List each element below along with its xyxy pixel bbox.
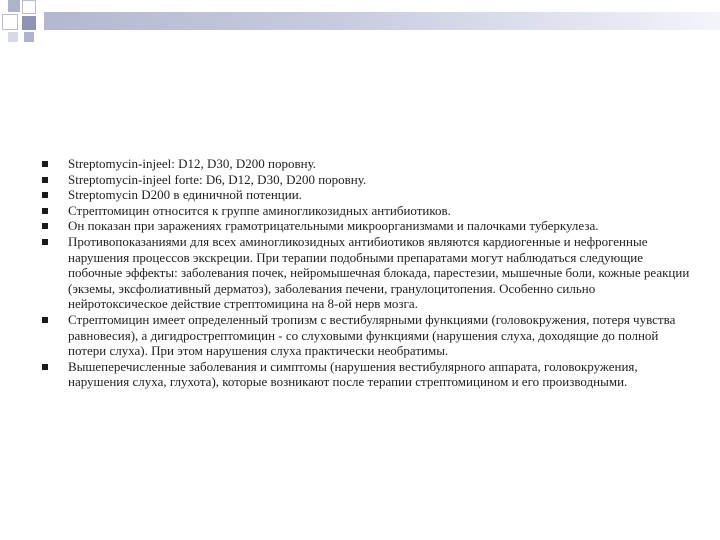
decor-square	[8, 0, 20, 12]
square-bullet-icon	[42, 161, 48, 167]
bullet-text: Streptomycin D200 в единичной потенции.	[68, 187, 302, 203]
bullet-item	[42, 187, 696, 203]
square-bullet-icon	[42, 364, 48, 370]
bullet-text: Стрептомицин имеет определенный тропизм с вестибулярными функциями (головокружения, потеря чувства равновесия), а дигидрострептомицин - со слуховыми функциями (нарушения слуха, доходящие до полной потери слуха). При этом нарушения слуха практически необратимы.	[68, 311, 676, 359]
decor-square	[2, 14, 18, 30]
bullet-item	[42, 172, 696, 188]
header-gradient-bar	[44, 12, 720, 30]
decor-square	[8, 32, 18, 42]
bullet-text: Вышеперечисленные заболевания и симптомы (нарушения вестибулярного аппарата, головокружения, нарушения слуха, глухота), которые возникают после терапии стрептомицином и его производными.	[68, 358, 638, 390]
decor-square	[22, 0, 36, 14]
bullet-item	[42, 359, 696, 390]
decor-square	[24, 32, 34, 42]
bullet-text: Противопоказаниями для всех аминогликозидных антибиотиков являются кардиогенные и нефрогенные нарушения процессов экскреции. При терапии подобными препаратами могут наблюдаться следующие побочные эффекты: заболевания почек, нейромышечная блокада, парестезии, мышечные боли, кожные реакции (экземы, эксфолиативный дерматоз), заболевания печени, гранулоцитопения. Особенно сильно нейротоксическое действие стрептомицина на 8-ой нерв мозга.	[68, 233, 690, 312]
bullet-item	[42, 203, 696, 219]
header-decoration	[0, 0, 720, 48]
bullet-item	[42, 312, 696, 359]
decor-square	[22, 16, 36, 30]
square-bullet-icon	[42, 192, 48, 198]
square-bullet-icon	[42, 208, 48, 214]
square-bullet-icon	[42, 177, 48, 183]
bullet-text: Стрептомицин относится к группе аминогликозидных антибиотиков.	[68, 202, 451, 218]
square-bullet-icon	[42, 223, 48, 229]
bullet-item	[42, 234, 696, 312]
bullet-item	[42, 156, 696, 172]
bullet-text: Streptomycin-injeel: D12, D30, D200 поровну.	[68, 156, 317, 171]
bullet-list	[42, 156, 696, 390]
bullet-text: Streptomycin-injeel forte: D6, D12, D30, D200 поровну.	[68, 171, 367, 187]
square-bullet-icon	[42, 317, 48, 323]
square-bullet-icon	[42, 239, 48, 245]
bullet-item	[42, 218, 696, 234]
bullet-text: Он показан при заражениях грамотрицательными микроорганизмами и палочками туберкулеза.	[68, 218, 599, 234]
